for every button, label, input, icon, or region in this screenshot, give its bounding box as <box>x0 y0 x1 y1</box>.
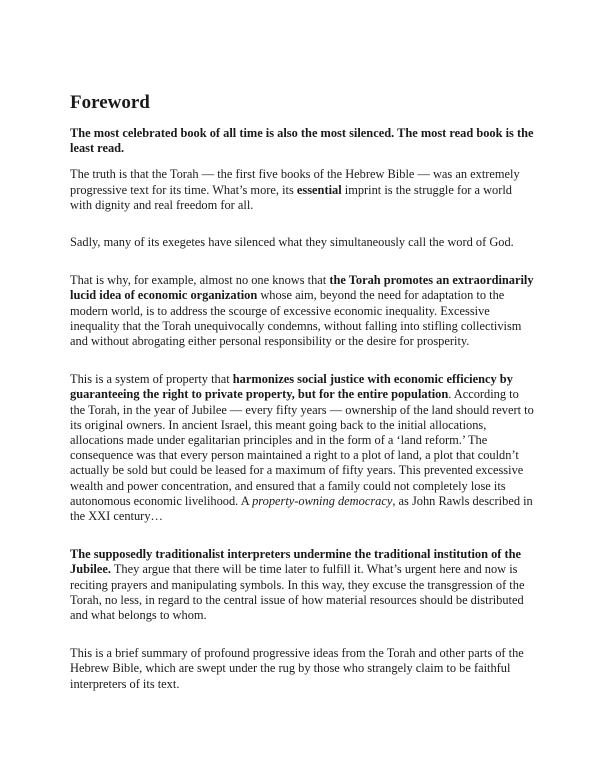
emphasis-property-owning-democracy: property-owning democracy <box>252 493 393 508</box>
emphasis-social-justice: harmonizes social justice with economic efficiency by guaranteeing the right to private property, but for the entire population <box>70 372 513 402</box>
paragraph-exegetes: Sadly, many of its exegetes have silenced what they simultaneously call the word of God. <box>70 235 514 250</box>
paragraph-summary: This is a brief summary of profound progressive ideas from the Torah and other parts of the Hebrew Bible, which are swept under the rug by those who strangely claim to be faithful interpreters of its text. <box>70 646 524 691</box>
emphasis-essential: essential <box>296 182 342 197</box>
emphasis-economic-idea: the Torah promotes an extraordinarily lucid idea of economic organization <box>70 273 534 303</box>
text-run: , as John Rawls described in the XXI century… <box>70 493 533 524</box>
lead-paragraph: The most celebrated book of all time is also the most silenced. The most read book is the least read. <box>70 126 534 156</box>
paragraph-jubilee <box>70 547 535 623</box>
paragraph-economic-organization <box>70 273 535 349</box>
text-run: . According to the Torah, in the year of Jubilee — every fifty years — ownership of the land should revert to its original owners. In ancient Israel, this meant going back to the initial allocations, allocations made under egalitarian principles and in the form of a ‘land reform.’ The consequence was that every person maintained a right to a plot of land, a plot that couldn’t actually be sold but could be leased for a maximum of fifty years. This prevented excessive wealth and power concentration, and ensured that a family could not completely lose its autonomous economic livelihood. A <box>70 387 534 508</box>
text-run: imprint is the struggle for a world with dignity and real freedom for all. <box>70 182 512 212</box>
text-run: The truth is that the Torah — the first five books of the Hebrew Bible — was an extremely progressive text for its time. What’s more, its <box>70 167 520 197</box>
foreword-section <box>70 92 535 692</box>
text-run: This is a system of property that <box>70 372 233 387</box>
page-title: Foreword <box>70 92 150 113</box>
text-run: That is why, for example, almost no one knows that <box>70 273 330 288</box>
paragraph-torah-progressive <box>70 167 535 213</box>
text-run: They argue that there will be time later to fulfill it. What’s urgent here and now is reciting prayers and manipulating symbols. In this way, they excuse the transgression of the Torah, no less, in regard to the central issue of how material resources should be distributed and what belongs to whom. <box>70 562 525 623</box>
paragraph-property-system <box>70 372 535 524</box>
emphasis-jubilee: The supposedly traditionalist interpreters undermine the traditional institution of the Jubilee. <box>70 547 522 577</box>
text-run: whose aim, beyond the need for adaptation to the modern world, is to address the scourge of excessive economic inequality. Excessive inequality that the Torah unequivocally condemns, without falling into stifling collectivism and without abrogating either personal responsibility or the desire for prosperity. <box>70 288 522 349</box>
